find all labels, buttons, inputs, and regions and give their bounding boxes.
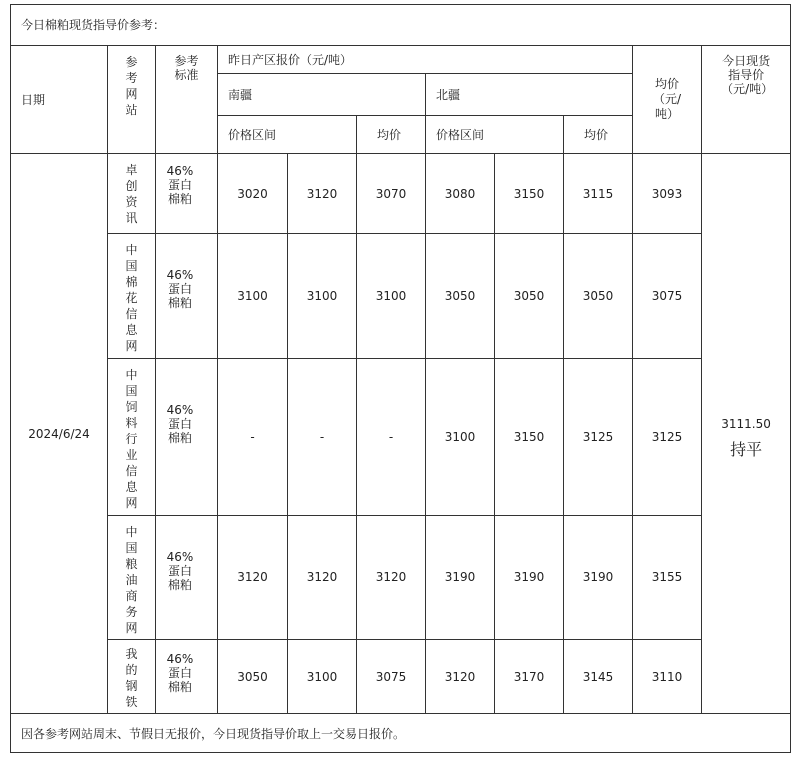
guide-price: 3111.50 [721, 417, 771, 432]
north-avg-cell: 3115 [564, 154, 633, 234]
south-low-cell: 3020 [218, 154, 288, 234]
header-overall-avg: 均价（元/吨） [633, 45, 702, 153]
north-avg-cell: 3050 [564, 234, 633, 359]
north-high-cell: 3150 [495, 154, 564, 234]
south-avg-cell: 3100 [357, 234, 426, 359]
header-north: 北疆 [426, 73, 633, 115]
south-high-cell: 3100 [288, 234, 357, 359]
south-avg-cell: 3070 [357, 154, 426, 234]
header-date: 日期 [11, 45, 108, 153]
avg-cell: 3093 [633, 154, 702, 234]
site-cell: 中国棉花信息网 [108, 234, 156, 359]
north-low-cell: 3050 [426, 234, 495, 359]
south-low-cell: - [218, 359, 288, 516]
north-high-cell: 3190 [495, 515, 564, 640]
south-high-cell: 3120 [288, 154, 357, 234]
avg-cell: 3155 [633, 515, 702, 640]
standard-cell: 46%蛋白棉粕 [156, 234, 218, 359]
header-south-range: 价格区间 [218, 115, 357, 154]
header-south-avg: 均价 [357, 115, 426, 154]
north-avg-cell: 3190 [564, 515, 633, 640]
standard-cell: 46%蛋白棉粕 [156, 515, 218, 640]
south-high-cell: 3100 [288, 640, 357, 714]
header-guide: 今日现货指导价（元/吨） [702, 45, 791, 153]
north-low-cell: 3120 [426, 640, 495, 714]
header-site: 参考网站 [108, 45, 156, 153]
standard-cell: 46%蛋白棉粕 [156, 359, 218, 516]
table-row [11, 154, 791, 234]
site-cell: 中国饲料行业信息网 [108, 359, 156, 516]
site-cell: 我的钢铁 [108, 640, 156, 714]
avg-cell: 3110 [633, 640, 702, 714]
south-low-cell: 3050 [218, 640, 288, 714]
north-avg-cell: 3145 [564, 640, 633, 714]
site-cell: 卓创资讯 [108, 154, 156, 234]
standard-cell: 46%蛋白棉粕 [156, 640, 218, 714]
guide-trend: 持平 [730, 440, 763, 460]
header-south: 南疆 [218, 73, 426, 115]
table-row [11, 234, 791, 359]
north-low-cell: 3080 [426, 154, 495, 234]
price-table [10, 4, 791, 753]
north-avg-cell: 3125 [564, 359, 633, 516]
south-low-cell: 3120 [218, 515, 288, 640]
north-high-cell: 3150 [495, 359, 564, 516]
north-low-cell: 3190 [426, 515, 495, 640]
north-low-cell: 3100 [426, 359, 495, 516]
south-avg-cell: - [357, 359, 426, 516]
standard-cell: 46%蛋白棉粕 [156, 154, 218, 234]
south-high-cell: 3120 [288, 515, 357, 640]
site-cell: 中国粮油商务网 [108, 515, 156, 640]
south-avg-cell: 3075 [357, 640, 426, 714]
table-title: 今日棉粕现货指导价参考： [11, 5, 791, 46]
south-avg-cell: 3120 [357, 515, 426, 640]
avg-cell: 3075 [633, 234, 702, 359]
table-row [11, 515, 791, 640]
date-cell: 2024/6/24 [11, 154, 108, 714]
footnote: 因各参考网站周末、节假日无报价，今日现货指导价取上一交易日报价。 [11, 714, 791, 753]
north-high-cell: 3170 [495, 640, 564, 714]
north-high-cell: 3050 [495, 234, 564, 359]
south-high-cell: - [288, 359, 357, 516]
header-standard: 参考标准 [156, 45, 218, 153]
avg-cell: 3125 [633, 359, 702, 516]
south-low-cell: 3100 [218, 234, 288, 359]
table-row [11, 359, 791, 516]
table-row [11, 640, 791, 714]
guide-cell [702, 154, 791, 714]
header-north-range: 价格区间 [426, 115, 564, 154]
header-yesterday: 昨日产区报价（元/吨） [218, 45, 633, 73]
header-north-avg: 均价 [564, 115, 633, 154]
